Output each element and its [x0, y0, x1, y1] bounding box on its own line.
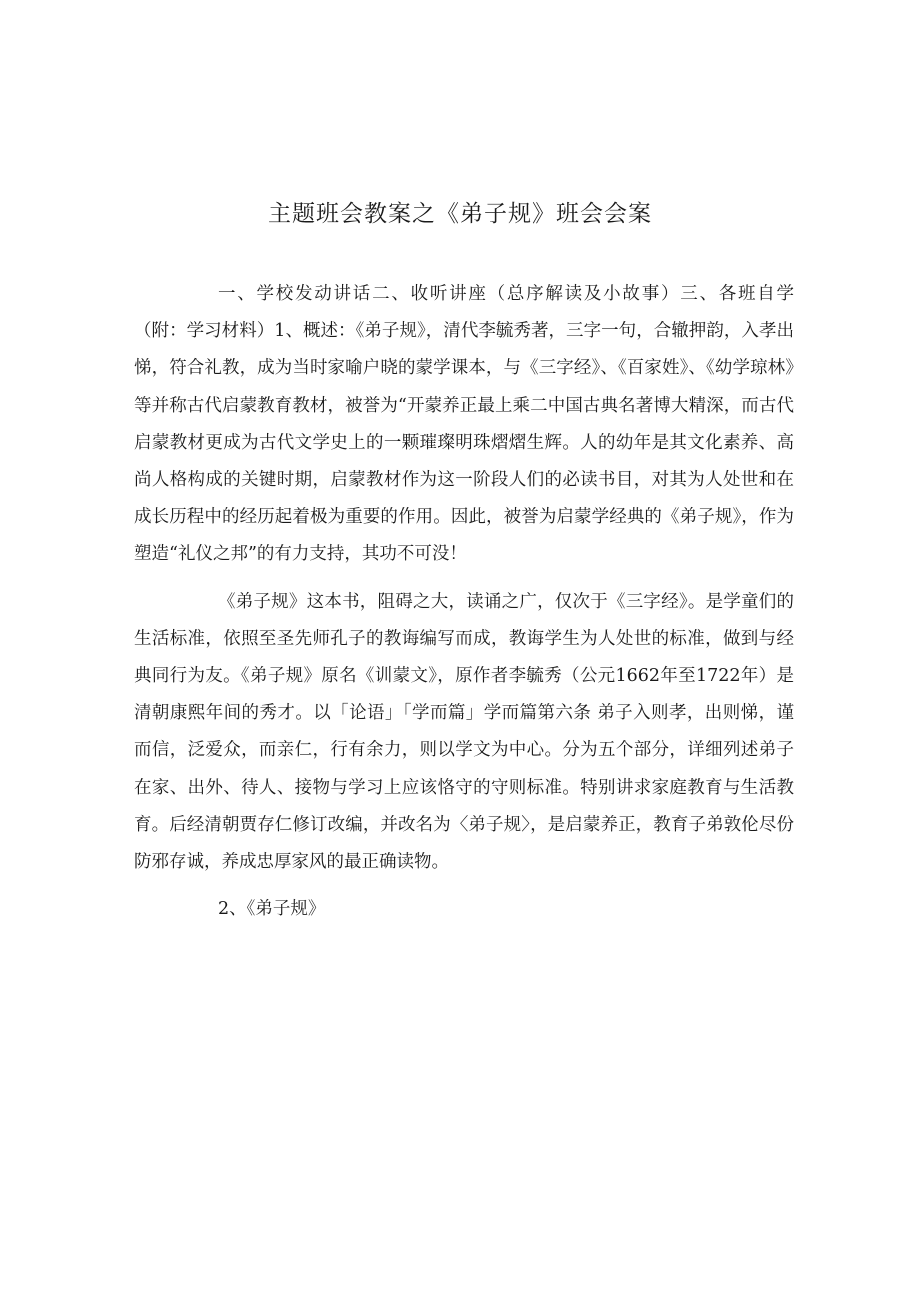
section-heading-dizigui: 2、《弟子规》: [218, 899, 326, 920]
document-body: [134, 276, 794, 928]
paragraph-overview: 一、学校发动讲话二、收听讲座（总序解读及小故事）三、各班自学（附：学习材料）1、概述：《弟子规》，清代李毓秀著，三字一句，合辙押韵，入孝出悌，符合礼教，成为当时家喻户晓的蒙学课本，与《三字经》、《百家姓》、《幼学琼林》等并称古代启蒙教育教材，被誉为“开蒙养正最上乘二中国古典名著博大精深，而古代启蒙教材更成为古代文学史上的一颗璀璨明珠熠熠生辉。人的幼年是其文化素养、高尚人格构成的关键时期，启蒙教材作为这一阶段人们的必读书目，对其为人处世和在成长历程中的经历起着极为重要的作用。因此，被誉为启蒙学经典的《弟子规》，作为塑造“礼仪之邦”的有力支持，其功不可没！: [134, 284, 794, 565]
paragraph-book-introduction: 《弟子规》这本书，阻碍之大，读诵之广，仅次于《三字经》。是学童们的生活标准，依照至圣先师孔子的教诲编写而成，教诲学生为人处世的标准，做到与经典同行为友。《弟子规》原名《训蒙文》，原作者李毓秀（公元1662年至1722年）是清朝康熙年间的秀才。以「论语」「学而篇」学而篇第六条 弟子入则孝，出则悌，谨而信，泛爱众，而亲仁，行有余力，则以学文为中心。分为五个部分，详细列述弟子在家、出外、待人、接物与学习上应该恪守的守则标准。特别讲求家庭教育与生活教育。后经清朝贾存仁修订改编，并改名为〈弟子规〉，是启蒙养正，教育子弟敦伦尽份防邪存诚，养成忠厚家风的最正确读物。: [134, 591, 794, 873]
document-title: 主题班会教案之《弟子规》班会会案: [268, 201, 652, 227]
